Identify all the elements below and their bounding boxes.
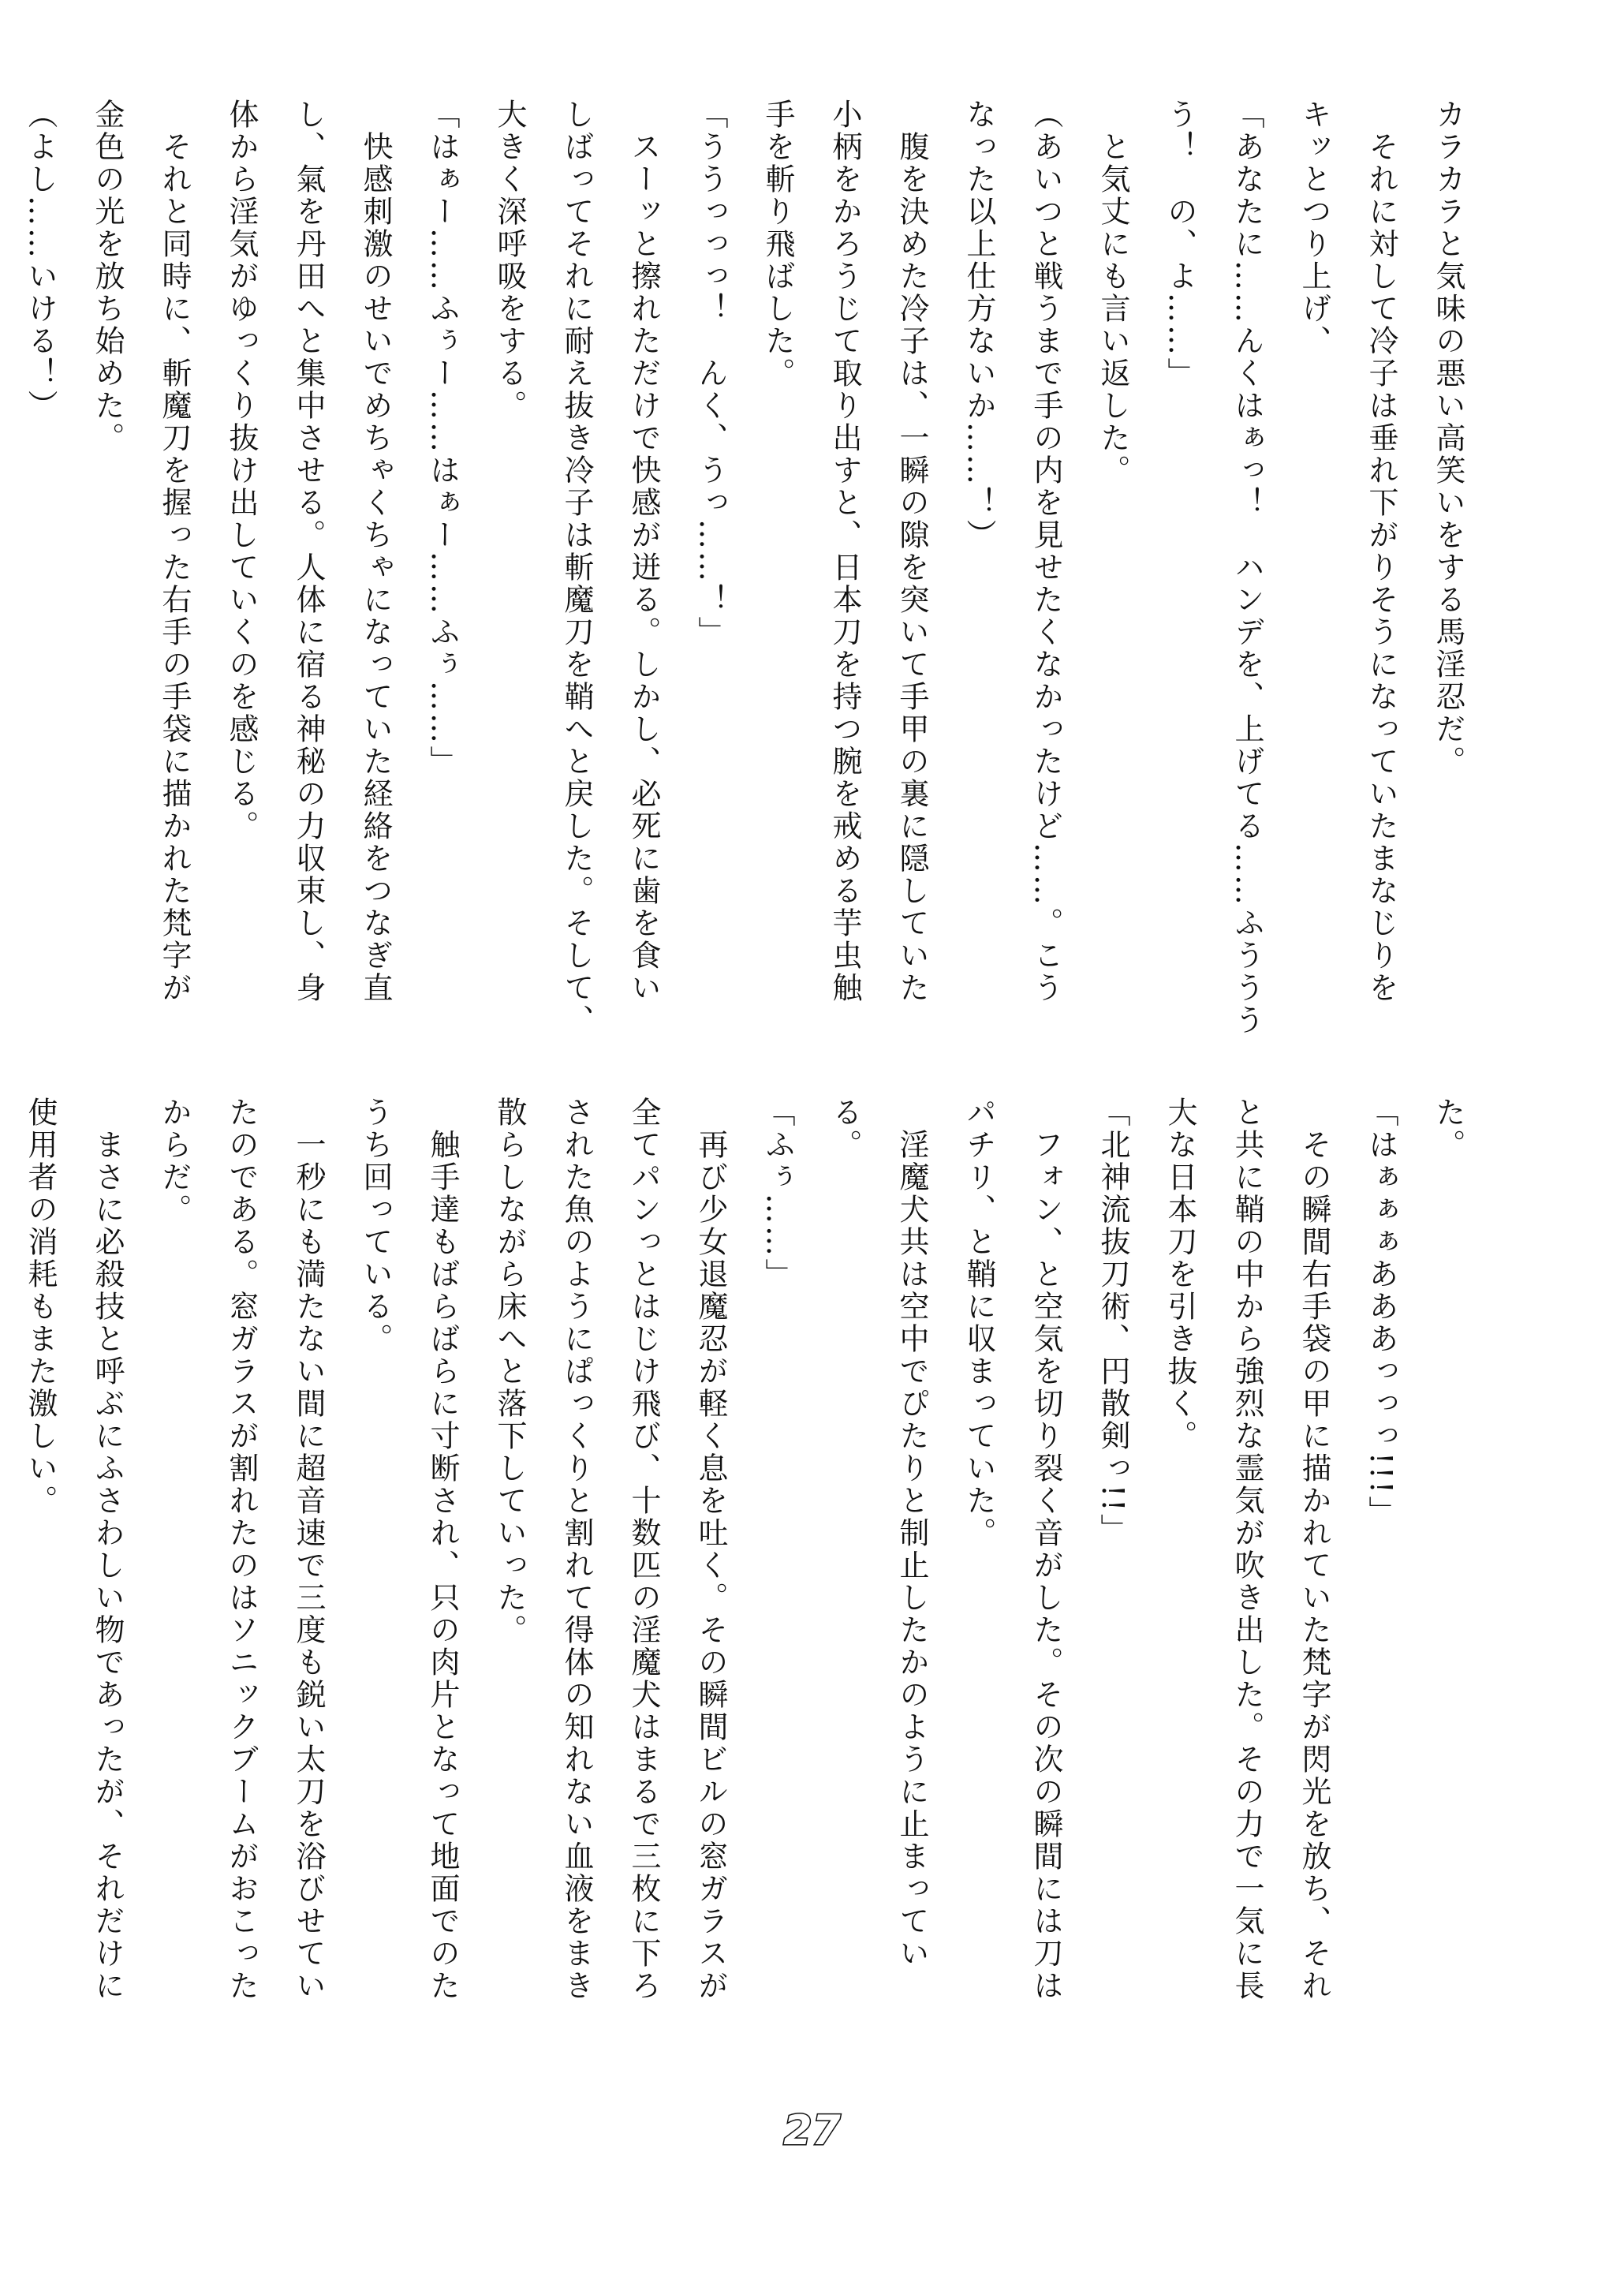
- text-column: （よし……いける！）: [23, 99, 58, 422]
- lower-text-block: [23, 1097, 1465, 2067]
- text-column: 小柄をかろうじて取り出すと、日本刀を持つ腕を戒める芋虫触: [827, 99, 862, 1004]
- page-number-text: 27: [783, 2107, 841, 2154]
- text-column: された魚のようにぱっくりと割れて得体の知れない血液をまき: [559, 1097, 594, 2002]
- text-column: 触手達もばらばらに寸断され、只の肉片となって地面でのた: [425, 1097, 460, 2002]
- text-column: 「はぁぁぁあああっっっ!!!」: [1364, 1097, 1398, 1528]
- text-column: 金色の光を放ち始めた。: [90, 99, 125, 454]
- page-number-graphic: [773, 2105, 851, 2154]
- text-column: カラカラと気味の悪い高笑いをする馬淫忍だ。: [1431, 99, 1465, 778]
- text-column: からだ。: [157, 1097, 192, 1226]
- text-column: しばってそれに耐え抜き冷子は斬魔刀を鞘へと戻した。そして、: [559, 99, 594, 1037]
- text-column: （あいつと戦うまで手の内を見せたくなかったけど……。こう: [1029, 99, 1063, 1004]
- text-column: なった以上仕方ないか……！）: [961, 99, 996, 551]
- page-number: [773, 2105, 851, 2154]
- upper-text-block: [23, 99, 1465, 1069]
- text-column: パチリ、と鞘に収まっていた。: [961, 1097, 996, 1549]
- text-column: 快感刺激のせいでめちゃくちゃになっていた経絡をつなぎ直: [358, 99, 393, 1004]
- text-column: 「ふぅ……」: [760, 1097, 795, 1291]
- text-column: たのである。窓ガラスが割れたのはソニックブームがおこった: [224, 1097, 259, 2002]
- text-column: 全てパンっとはじけ飛び、十数匹の淫魔犬はまるで三枚に下ろ: [626, 1097, 661, 2002]
- text-column: 散らしながら床へと落下していった。: [492, 1097, 527, 1646]
- text-column: フォン、と空気を切り裂く音がした。その次の瞬間には刀は: [1029, 1097, 1063, 2002]
- text-column: それに対して冷子は垂れ下がりそうになっていたまなじりを: [1364, 99, 1398, 1004]
- text-column: 「あなたに……んくはぁっ！ ハンデを、上げてる……ふううう: [1230, 99, 1264, 1037]
- text-column: うち回っている。: [358, 1097, 393, 1355]
- text-column: 大きく深呼吸をする。: [492, 99, 527, 422]
- text-column: 使用者の消耗もまた激しい。: [23, 1097, 58, 1517]
- text-column: 大な日本刀を引き抜く。: [1163, 1097, 1197, 1452]
- text-column: 一秒にも満たない間に超音速で三度も鋭い太刀を浴びせてい: [291, 1097, 326, 2002]
- text-column: 「北神流抜刀術、円散剣っ!!」: [1096, 1097, 1130, 1546]
- text-column: スーッと擦れただけで快感が迸る。しかし、必死に歯を食い: [626, 99, 661, 1004]
- text-column: と気丈にも言い返した。: [1096, 99, 1130, 487]
- text-column: まさに必殺技と呼ぶにふさわしい物であったが、それだけに: [90, 1097, 125, 2002]
- text-column: と共に鞘の中から強烈な霊気が吹き出した。その力で一気に長: [1230, 1097, 1264, 2002]
- text-column: キッとつり上げ、: [1297, 99, 1331, 357]
- text-column: う！ の、よ……」: [1163, 99, 1197, 390]
- text-column: 淫魔犬共は空中でぴたりと制止したかのように止まってい: [894, 1097, 929, 1970]
- text-column: それと同時に、斬魔刀を握った右手の手袋に描かれた梵字が: [157, 99, 192, 1004]
- text-column: 手を斬り飛ばした。: [760, 99, 795, 390]
- text-column: た。: [1431, 1097, 1465, 1161]
- text-column: 体から淫気がゆっくり抜け出していくのを感じる。: [224, 99, 259, 843]
- text-column: る。: [827, 1097, 862, 1161]
- text-column: し、氣を丹田へと集中させる。人体に宿る神秘の力収束し、身: [291, 99, 326, 1004]
- text-column: その瞬間右手袋の甲に描かれていた梵字が閃光を放ち、それ: [1297, 1097, 1331, 2002]
- text-column: 「ううっっっ！ んく、うっ……！」: [693, 99, 728, 648]
- text-column: 再び少女退魔忍が軽く息を吐く。その瞬間ビルの窓ガラスが: [693, 1097, 728, 2002]
- text-column: 腹を決めた冷子は、一瞬の隙を突いて手甲の裏に隠していた: [894, 99, 929, 1004]
- text-column: 「はぁー……ふぅー……はぁー……ふぅ……」: [425, 99, 460, 778]
